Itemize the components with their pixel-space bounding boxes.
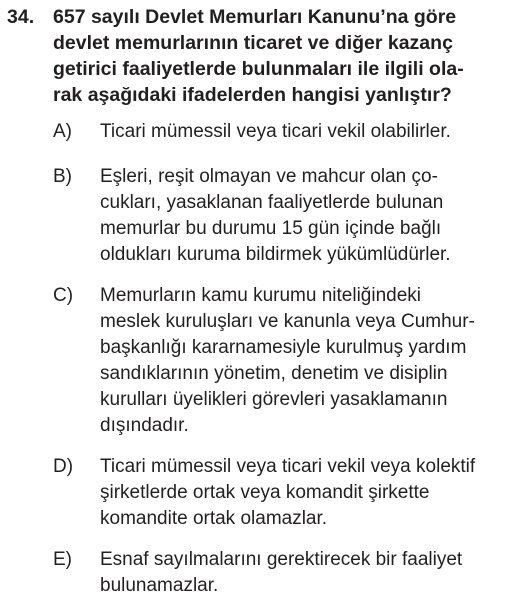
question-stem-line: 657 sayılı Devlet Memurları Kanunu’na göre: [53, 6, 457, 28]
option-text-line: memurlar bu durumu 15 gün içinde bağlı: [100, 218, 442, 239]
option-label: C): [53, 285, 74, 306]
option-text-line: dışındadır.: [100, 415, 189, 436]
option-label: B): [53, 166, 72, 187]
option-text-line: cukları, yasaklanan faaliyetlerde bulunan: [100, 192, 444, 213]
option-text-line: meslek kuruluşları ve kanunla veya Cumhur-: [100, 311, 475, 332]
question-stem: [53, 4, 503, 108]
option-text: [100, 164, 505, 268]
question-stem-line: devlet memurlarının ticaret ve diğer kazanç: [53, 32, 453, 54]
option-text-line: şirketlerde ortak veya komandit şirkette: [100, 482, 430, 503]
option-text-line: Eşleri, reşit olmayan ve mahcur olan ço-: [100, 166, 438, 187]
question-number: 34.: [7, 6, 35, 28]
option-text-line: başkanlığı kararnamesiyle kurulmuş yardım: [100, 337, 467, 358]
option-label: E): [53, 549, 72, 570]
option-text-line: Memurların kamu kurumu niteliğindeki: [100, 285, 422, 306]
option-label: D): [53, 456, 74, 477]
option-text-line: Ticari mümessil veya ticari vekil olabilirler.: [100, 121, 451, 142]
question-stem-line: rak aşağıdaki ifadelerden hangisi yanlıştır?: [53, 84, 452, 106]
option-text-line: kurulları üyelikleri görevleri yasaklamanın: [100, 389, 448, 410]
option-text-line: Ticari mümessil veya ticari vekil veya kolektif: [100, 456, 476, 477]
option-text-line: komandite ortak olamazlar.: [100, 508, 328, 529]
option-text: [100, 547, 505, 599]
option-label: A): [53, 121, 72, 142]
option-text: [100, 283, 505, 439]
option-text-line: Esnaf sayılmalarını gerektirecek bir faaliyet: [100, 549, 463, 570]
question-stem-line: getirici faaliyetlerde bulunmaları ile ilgili ola-: [53, 58, 464, 80]
option-text-line: oldukları kuruma bildirmek yükümlüdürler.: [100, 244, 451, 265]
option-text-line: sandıklarının yönetim, denetim ve disiplin: [100, 363, 448, 384]
option-text: [100, 454, 505, 532]
option-text: [100, 119, 505, 145]
option-text-line: bulunamazlar.: [100, 575, 219, 596]
